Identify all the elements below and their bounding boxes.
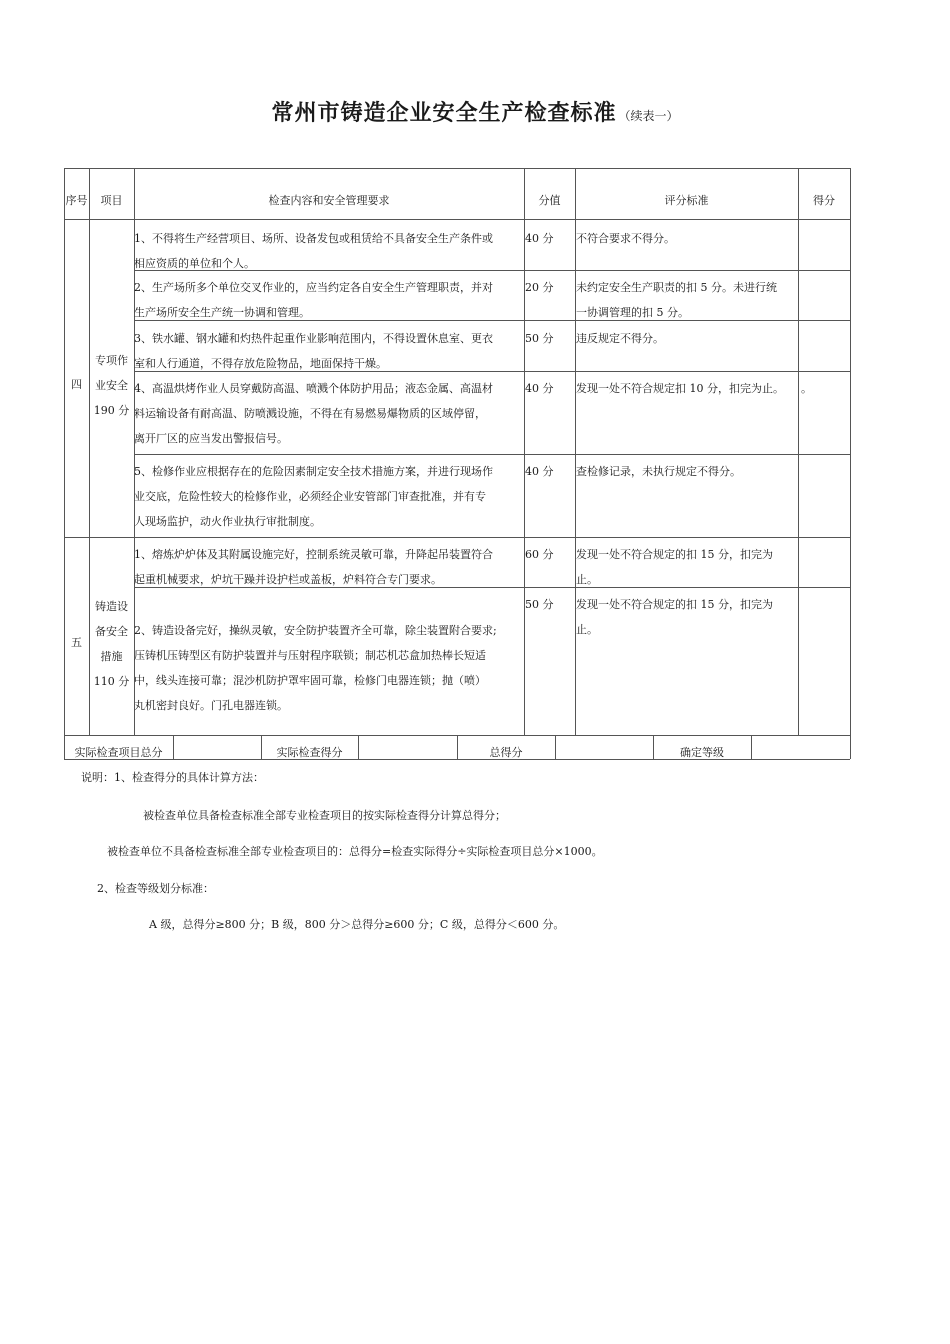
header-item: 项目 — [100, 194, 123, 207]
document-title — [0, 96, 950, 127]
row-content: 3、铁水罐、钢水罐和灼热件起重作业影响范围内，不得设置休息室、更衣 室和人行通道，不得存放危险物品，地面保持干燥。 — [134, 332, 493, 370]
row-score: 60 分 — [525, 548, 554, 561]
row-content: 2、生产场所多个单位交叉作业的，应当约定各自安全生产管理职责，并对 生产场所安全生产统一协调和管理。 — [134, 281, 493, 319]
section-item: 铸造设 备安全 措施 110 分 — [93, 600, 130, 688]
header-criteria: 评分标准 — [664, 194, 709, 207]
row-criteria: 发现一处不符合规定扣 10 分，扣完为止。 — [576, 382, 784, 395]
note-3: 被检查单位不具备检查标准全部专业检查项目的：总得分=检查实际得分÷实际检查项目总分×1000。 — [107, 845, 603, 858]
row-content: 4、高温烘烤作业人员穿戴防高温、喷溅个体防护用品；液态金属、高温材 料运输设备有耐高温、防喷溅设施，不得在有易燃易爆物质的区域停留， 离开厂区的应当发出警报信号。 — [134, 382, 493, 445]
header-content: 检查内容和安全管理要求 — [268, 194, 390, 207]
section-seq: 四 — [71, 378, 82, 391]
note-5: A 级，总得分≥800 分；B 级，800 分＞总得分≥600 分；C 级，总得分＜600 分。 — [149, 918, 565, 931]
row-criteria: 违反规定不得分。 — [576, 332, 664, 345]
row-content: 1、熔炼炉炉体及其附属设施完好，控制系统灵敏可靠，升降起吊装置符合 起重机械要求，炉坑干躁并设护栏或盖板，炉料符合专门要求。 — [134, 548, 493, 586]
row-criteria: 未约定安全生产职责的扣 5 分。未进行统 一协调管理的扣 5 分。 — [576, 281, 777, 319]
row-score: 50 分 — [525, 598, 554, 611]
footer-grade-label: 确定等级 — [680, 746, 724, 759]
row-score: 20 分 — [525, 281, 554, 294]
row-score: 50 分 — [525, 332, 554, 345]
note-2: 被检查单位具备检查标准全部专业检查项目的按实际检查得分计算总得分； — [143, 809, 506, 822]
row-score: 40 分 — [525, 232, 554, 245]
section-item: 专项作 业安全 190 分 — [93, 354, 130, 417]
note-4: 2、检查等级划分标准： — [97, 882, 214, 895]
section-seq: 五 — [71, 636, 82, 649]
row-content: 5、检修作业应根据存在的危险因素制定安全技术措施方案，并进行现场作 业交底，危险性较大的检修作业，必须经企业安管部门审查批准，并有专 人现场监护，动火作业执行审批制度。 — [134, 465, 493, 528]
row-score: 40 分 — [525, 382, 554, 395]
row-criteria: 查检修记录，未执行规定不得分。 — [576, 465, 741, 478]
header-score: 分值 — [538, 194, 561, 207]
row-criteria: 发现一处不符合规定的扣 15 分，扣完为 止。 — [576, 548, 773, 586]
footer-total-score-label: 总得分 — [489, 746, 523, 759]
row-score: 40 分 — [525, 465, 554, 478]
header-seq: 序号 — [65, 194, 88, 207]
row-content: 2、铸造设备完好，操纵灵敏，安全防护装置齐全可靠，除尘装置附合要求; 压铸机压铸型区有防护装置并与压射程序联锁；制芯机芯盒加热棒长短适 中，线头连接可靠；混沙机防护罩牢固可靠，检修门电器连锁；抛（喷） 丸机密封良好。门孔电器连锁。 — [134, 624, 497, 712]
title-main: 常州市铸造企业安全生产检查标准 — [271, 100, 617, 126]
header-got: 得分 — [813, 194, 835, 207]
row-got: 。 — [801, 382, 812, 395]
row-content: 1、不得将生产经营项目、场所、设备发包或租赁给不具备安全生产条件或 相应资质的单位和个人。 — [134, 232, 493, 270]
footer-total-items-label: 实际检查项目总分 — [74, 746, 163, 759]
title-sub: （续表一） — [618, 109, 679, 123]
footer-actual-score-label: 实际检查得分 — [276, 746, 343, 759]
note-1: 说明：1、检查得分的具体计算方法： — [81, 771, 264, 784]
row-criteria: 发现一处不符合规定的扣 15 分，扣完为 止。 — [576, 598, 773, 636]
row-criteria: 不符合要求不得分。 — [576, 232, 675, 245]
